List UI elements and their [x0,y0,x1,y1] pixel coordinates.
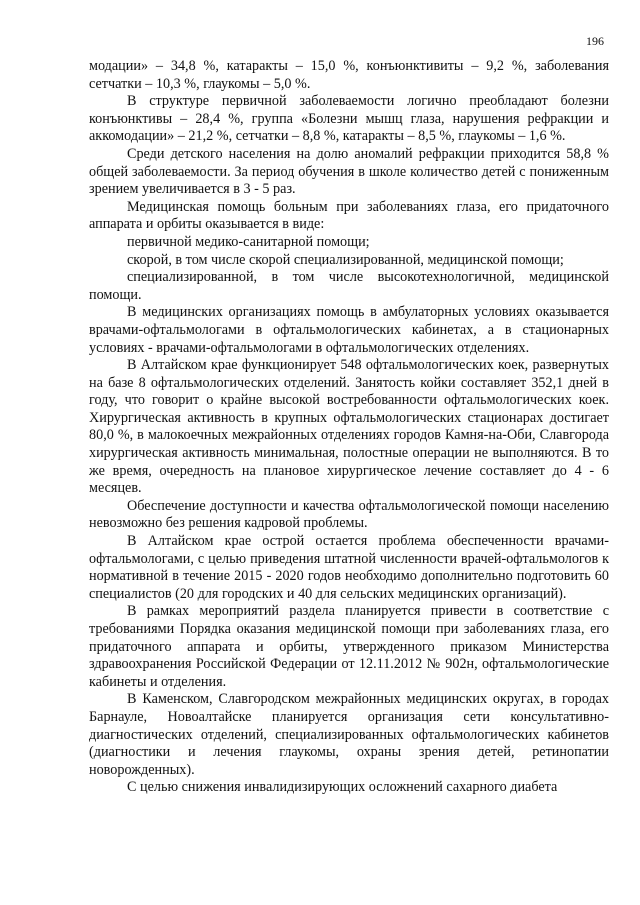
paragraph-12: В рамках мероприятий раздела планируется привести в соответствие с требованиями Порядка оказания медицинской помощи при заболеваниях глаза, его придаточного аппарата и орбиты, утвержденного приказом Министерства здравоохранения Российской Федерации от 12.11.2012 № 902н, офтальмологические кабинеты и отделения. [89,603,609,690]
paragraph-9: В Алтайском крае функционирует 548 офтальмологических коек, развернутых на базе 8 офтальмологических отделений. Занятость койки составляет 352,1 дней в году, что говорит о крайне высокой востребованности офтальмологических коек. Хирургическая активность в крупных офтальмологических стационарах достигает 80,0 %, в малокоечных межрайонных отделениях городов Камня-на-Оби, Славгорода хирургическая активность минимальная, полостные операции не выполняются. В то же время, очередность на плановое хирургическое лечение составляет до 4 - 6 месяцев. [89,357,609,497]
paragraph-14: С целью снижения инвалидизирующих осложнений сахарного диабета [127,779,558,796]
page-number: 196 [586,34,604,48]
paragraph-3: Среди детского населения на долю аномалий рефракции приходится 58,8 % общей заболеваемости. За период обучения в школе количество детей с пониженным зрением увеличивается в 3 - 5 раз. [89,145,609,198]
paragraph-1: модации» – 34,8 %, катаракты – 15,0 %, конъюнктивиты – 9,2 %, заболевания сетчатки – 10,3 %, глаукомы – 5,0 %. [89,58,609,92]
list-item-emergency-care: скорой, в том числе скорой специализированной, медицинской помощи; [127,251,564,268]
paragraph-13: В Каменском, Славгородском межрайонных медицинских округах, в городах Барнауле, Новоалтайске планируется организация сети консультативно-диагностических отделений, специализированных офтальмологических кабинетов (диагностики и лечения глаукомы, охраны зрения детей, ретинопатии новорожденных). [89,691,609,778]
paragraph-2: В структуре первичной заболеваемости логично преобладают болезни конъюнктивы – 28,4 %, группа «Болезни мышц глаза, нарушения рефракции и аккомодации» – 21,2 %, сетчатки – 8,8 %, катаракты – 8,5 %, глаукомы – 1,6 %. [89,93,609,145]
list-item-specialized-care: специализированной, в том числе высокотехнологичной, медицинской помощи. [89,269,609,303]
list-item-primary-care: первичной медико-санитарной помощи; [127,233,370,250]
paragraph-10: Обеспечение доступности и качества офтальмологической помощи населению невозможно без решения кадровой проблемы. [89,497,609,532]
document-body [89,58,609,797]
paragraph-8: В медицинских организациях помощь в амбулаторных условиях оказывается врачами-офтальмологами в офтальмологических кабинетах, а в стационарных условиях - врачами-офтальмологами в офтальмологических отделениях. [89,304,609,356]
paragraph-4: Медицинская помощь больным при заболеваниях глаза, его придаточного аппарата и орбиты оказывается в виде: [89,198,609,233]
paragraph-11: В Алтайском крае острой остается проблема обеспеченности врачами-офтальмологами, с целью приведения штатной численности врачей-офтальмологов к нормативной в течение 2015 - 2020 годов необходимо дополнительно подготовить 60 специалистов (20 для городских и 40 для сельских медицинских организаций). [89,533,609,602]
